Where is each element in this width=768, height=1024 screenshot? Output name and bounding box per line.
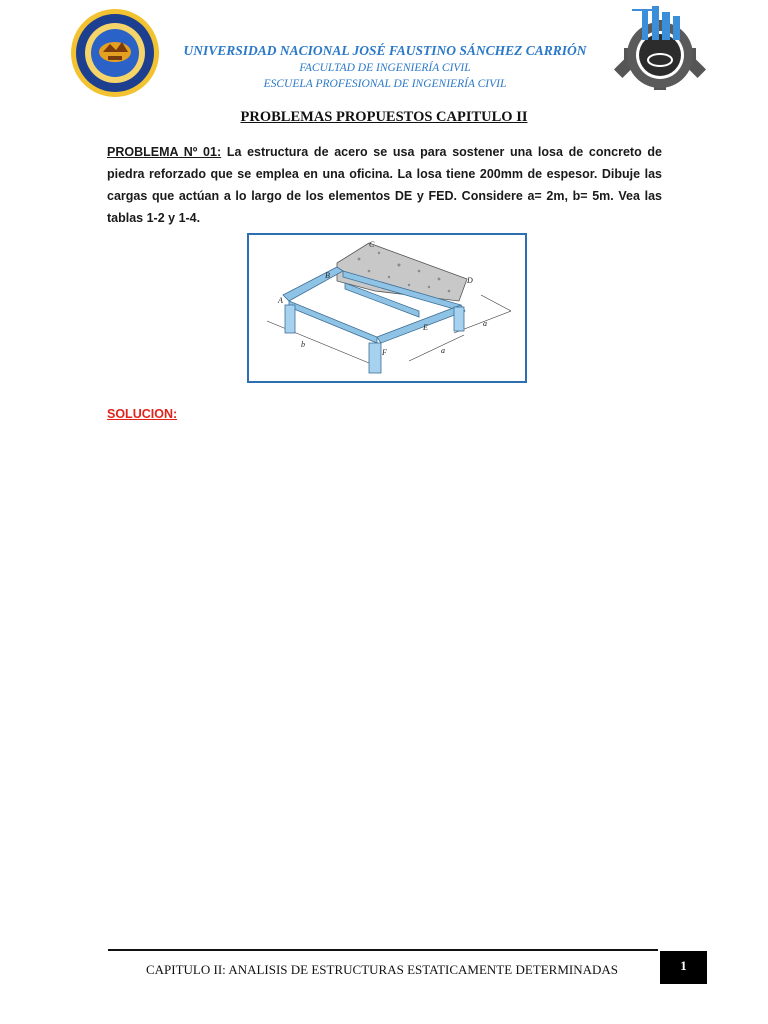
dimension-label-a2: a bbox=[441, 346, 445, 355]
problem-statement bbox=[107, 141, 662, 229]
structure-figure bbox=[247, 233, 527, 383]
footer-chapter-title: CAPITULO II: ANALISIS DE ESTRUCTURAS ESTATICAMENTE DETERMINADAS bbox=[145, 962, 618, 977]
problem-label: PROBLEMA Nº 01: bbox=[107, 145, 222, 159]
dimension-label-b: b bbox=[301, 340, 305, 349]
point-label-f: F bbox=[382, 348, 387, 357]
point-label-e: E bbox=[423, 323, 428, 332]
university-name: UNIVERSIDAD NACIONAL JOSÉ FAUSTINO SÁNCHEZ CARRIÓN bbox=[183, 43, 587, 58]
page-number: 1 bbox=[660, 951, 707, 984]
point-label-b: B bbox=[325, 271, 330, 280]
point-label-a: A bbox=[278, 296, 283, 305]
solution-heading: SOLUCION: bbox=[107, 407, 178, 421]
point-label-c: C bbox=[369, 240, 375, 249]
point-label-d: D bbox=[467, 276, 473, 285]
dimension-label-a1: a bbox=[483, 319, 487, 328]
footer-divider bbox=[108, 949, 658, 951]
university-seal-logo bbox=[70, 8, 160, 98]
faculty-name: FACULTAD DE INGENIERÍA CIVIL bbox=[299, 62, 471, 74]
page-title: PROBLEMAS PROPUESTOS CAPITULO II bbox=[240, 109, 528, 125]
problem-text: La estructura de acero se usa para sostener una losa de concreto de piedra reforzado que se emplea en una oficina. La losa tiene 200mm de espesor. Dibuje las cargas que actúan a lo largo de los elementos DE y FED. Considere a= 2m, b= 5m. Vea las tablas 1-2 y 1-4. bbox=[107, 145, 662, 225]
civil-engineering-gear-logo bbox=[612, 2, 708, 100]
school-name: ESCUELA PROFESIONAL DE INGENIERÍA CIVIL bbox=[263, 78, 507, 90]
